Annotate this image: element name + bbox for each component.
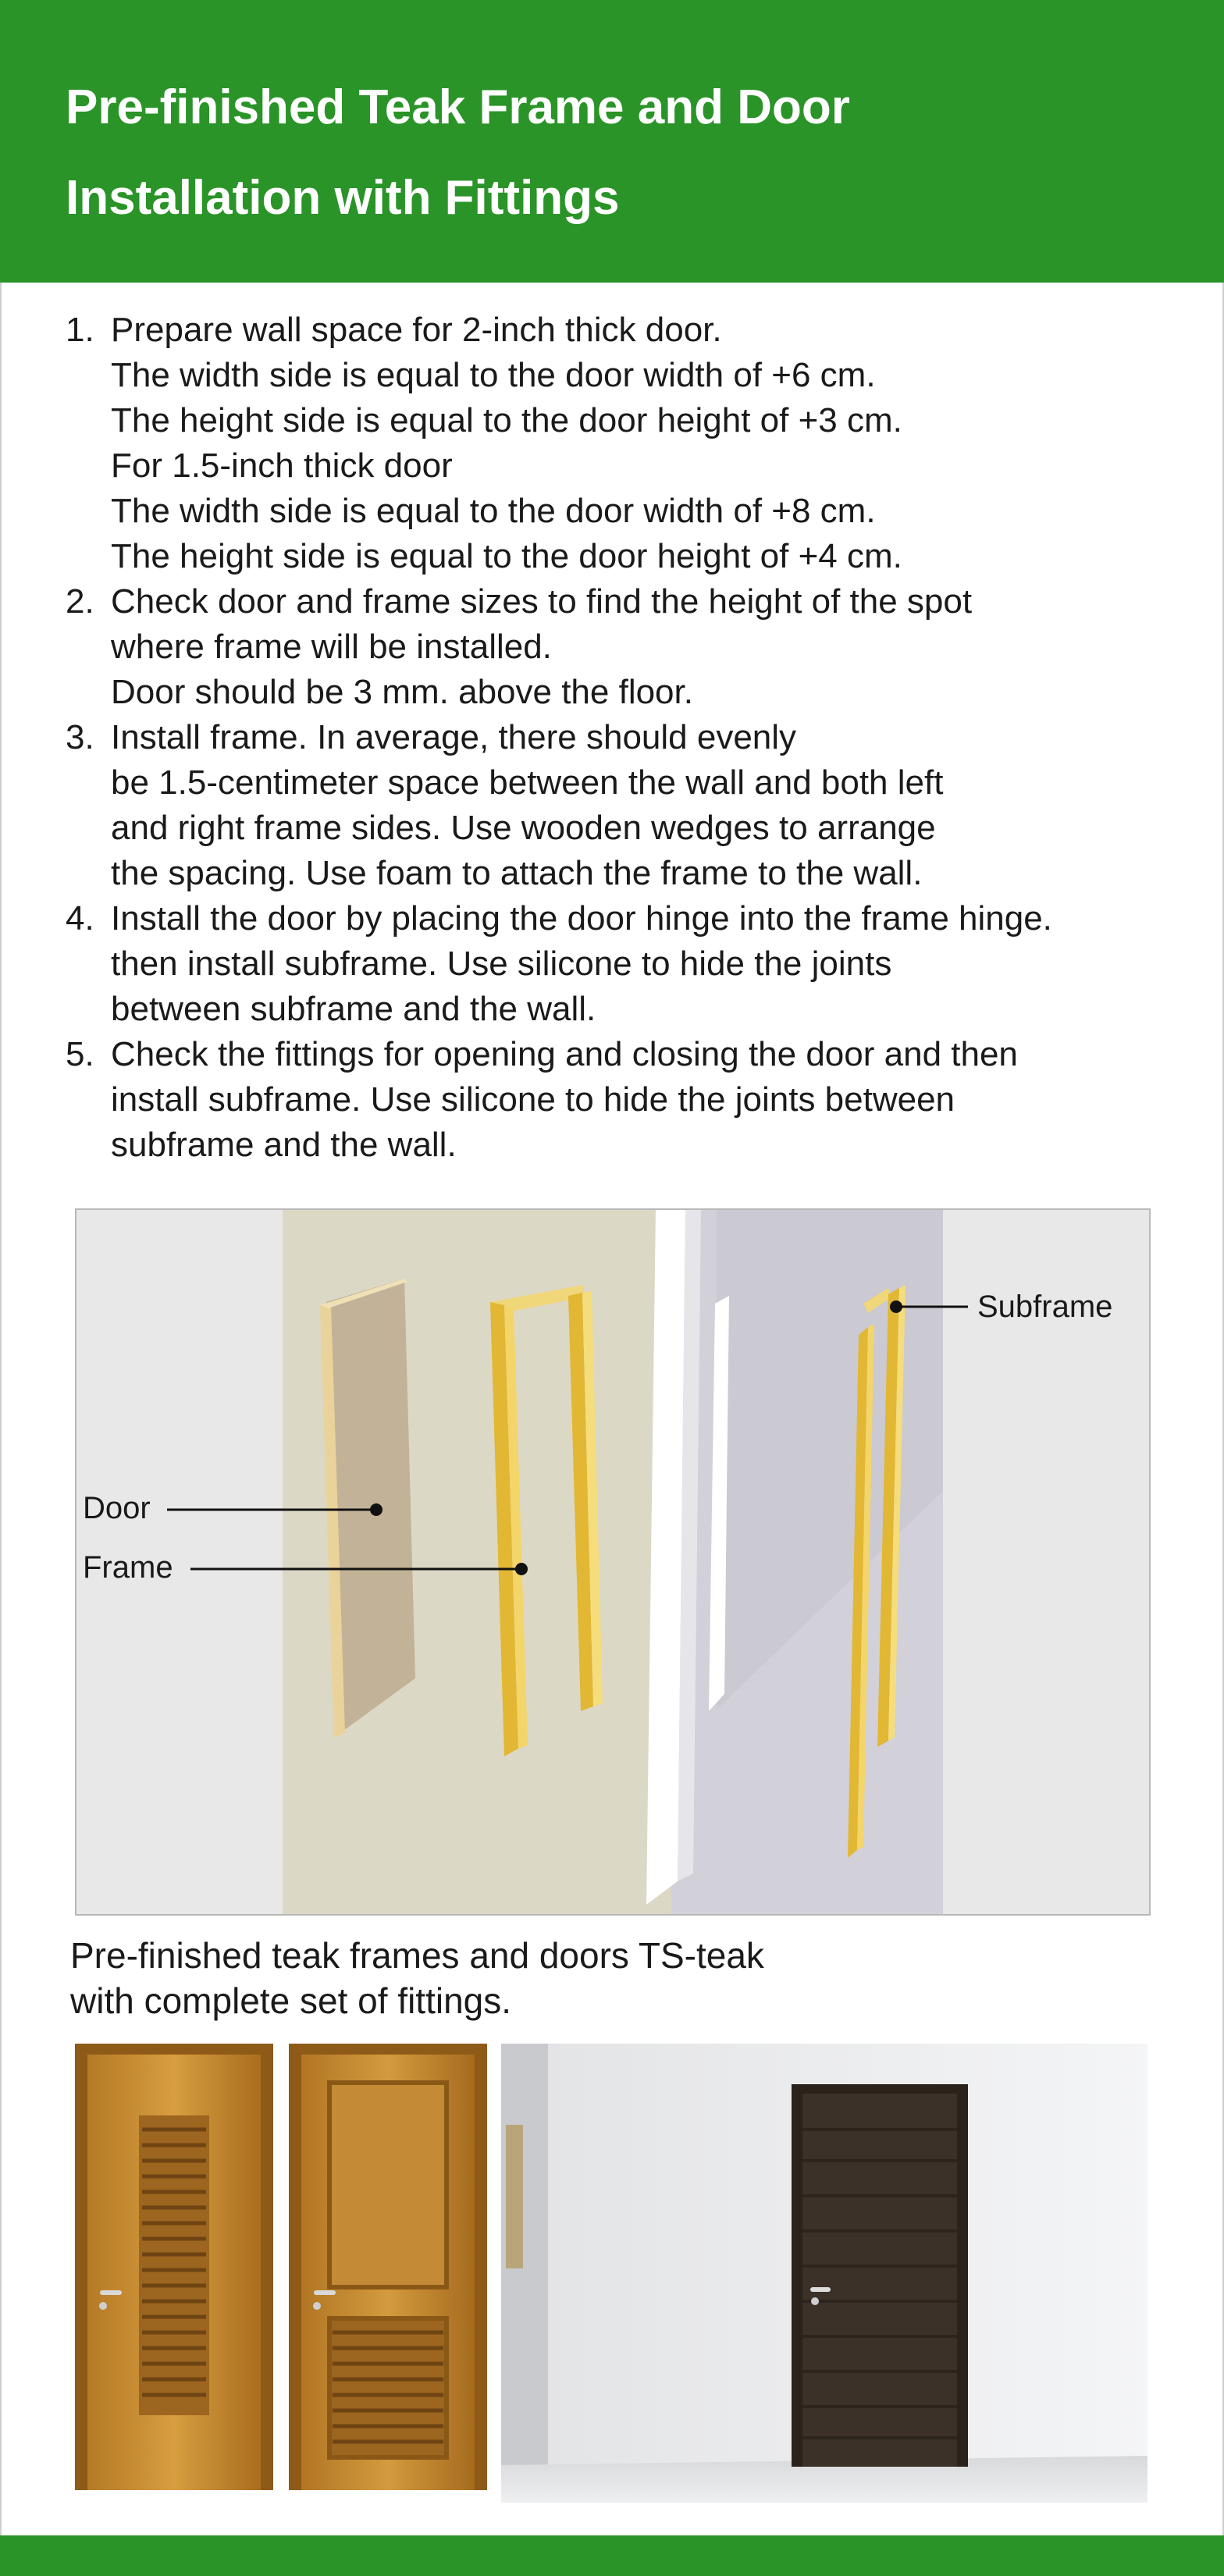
subframe-leader-dot xyxy=(890,1300,902,1313)
step-line: and right frame sides. Use wooden wedges to arrange xyxy=(111,809,936,847)
caption-line-1: Pre-finished teak frames and doors TS-teak xyxy=(70,1935,764,1976)
step-line: then install subframe. Use silicone to hide the joints xyxy=(111,945,892,983)
step-line: Install the door by placing the door hinge into the frame hinge. xyxy=(111,899,1052,938)
window-glimpse xyxy=(506,2125,523,2268)
door-handle xyxy=(810,2287,831,2292)
exploded-door-diagram xyxy=(75,1208,1151,1916)
step-number: 1. xyxy=(66,311,94,349)
step-line: Door should be 3 mm. above the floor. xyxy=(111,673,693,711)
step-line: Prepare wall space for 2-inch thick door. xyxy=(111,311,722,349)
door-leader-dot xyxy=(370,1503,382,1516)
step-4 xyxy=(66,896,1190,1032)
installation-steps xyxy=(66,308,1190,1168)
step-line: between subframe and the wall. xyxy=(111,990,596,1028)
page-title xyxy=(66,62,1158,244)
step-number: 2. xyxy=(66,582,94,621)
product-caption xyxy=(70,1933,1085,2023)
door-label: Door xyxy=(83,1491,151,1525)
step-line: be 1.5-centimeter space between the wall and both left xyxy=(111,763,944,802)
panel-louver-teak-door-photo xyxy=(289,2044,487,2503)
step-line: Check door and frame sizes to find the height of the spot xyxy=(111,582,973,621)
step-number: 3. xyxy=(66,718,94,756)
frame-leader-dot xyxy=(515,1563,528,1575)
step-line: the spacing. Use foam to attach the frame to the wall. xyxy=(111,854,923,892)
header-banner xyxy=(0,0,1224,283)
step-2 xyxy=(66,579,1190,715)
dark-door-room-photo xyxy=(501,2044,1148,2503)
step-line: where frame will be installed. xyxy=(111,628,552,666)
step-line: For 1.5-inch thick door xyxy=(111,447,453,485)
step-line: The height side is equal to the door height of +4 cm. xyxy=(111,537,902,575)
step-line: The width side is equal to the door width of +8 cm. xyxy=(111,492,876,530)
door-leaf-shape xyxy=(320,1279,415,1738)
step-line: Check the fittings for opening and closing the door and then xyxy=(111,1035,1018,1073)
step-line: Install frame. In average, there should evenly xyxy=(111,718,797,756)
door-handle xyxy=(100,2290,122,2295)
title-line-2: Installation with Fittings xyxy=(66,171,620,225)
footer-bar xyxy=(0,2535,1224,2576)
step-3 xyxy=(66,715,1190,896)
step-line: install subframe. Use silicone to hide the joints between xyxy=(111,1080,955,1119)
step-1 xyxy=(66,308,1190,579)
step-5 xyxy=(66,1032,1190,1168)
title-line-1: Pre-finished Teak Frame and Door xyxy=(66,80,850,134)
louvered-teak-door-photo xyxy=(75,2044,273,2503)
door-handle xyxy=(314,2290,336,2295)
step-line: The height side is equal to the door height of +3 cm. xyxy=(111,401,902,439)
step-line: subframe and the wall. xyxy=(111,1126,457,1164)
caption-line-2: with complete set of fittings. xyxy=(70,1980,512,2021)
step-line: The width side is equal to the door width of +6 cm. xyxy=(111,356,876,394)
step-number: 5. xyxy=(66,1035,94,1073)
step-number: 4. xyxy=(66,899,94,938)
subframe-label: Subframe xyxy=(977,1290,1113,1324)
frame-label: Frame xyxy=(83,1550,173,1585)
